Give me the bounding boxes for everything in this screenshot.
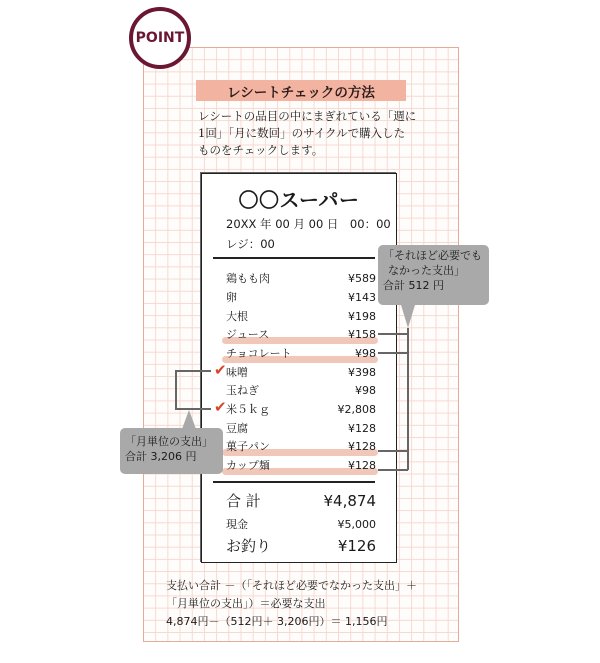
connector-line [175,370,211,372]
change-value: ¥126 [337,536,376,555]
item-name: ジュース [226,328,270,341]
point-stamp [129,7,191,69]
receipt-divider-top [213,257,375,259]
item-price: ¥128 [348,421,376,435]
item-name: カップ麺 [226,459,270,472]
connector-line [378,469,408,471]
change-label: お釣り [226,537,272,555]
change-row [226,535,376,556]
connector-line [378,333,408,335]
receipt-item-checked [214,361,376,381]
receipt-item-highlighted [226,456,376,474]
callout-tail [401,305,415,328]
callout-line: 合計 3,206 円 [125,450,197,463]
connector-line [378,352,408,354]
description-line: ものをチェックします。 [198,143,324,157]
formula-line: 「月単位の支出」）＝必要な支出 [166,597,326,610]
item-price: ¥128 [348,458,376,472]
item-name: 米５ｋｇ [226,403,270,416]
item-price: ¥158 [348,327,376,341]
callout-unnecessary-spending [378,245,489,305]
total-row [226,490,376,511]
receipt-item [226,288,376,306]
cash-value: ¥5,000 [337,517,376,531]
formula-line: 4,874円－（512円＋ 3,206円）＝ 1,156円 [166,615,388,628]
receipt-item [226,419,376,437]
connector-bracket [175,370,177,409]
receipt-item-highlighted [226,437,376,455]
checkmark-icon: ✔ [214,398,227,416]
register-number: レジ：00 [226,237,275,251]
callout-line: 合計 512 円 [383,279,444,292]
item-price: ¥98 [355,383,376,397]
receipt-item-checked [214,398,376,418]
item-price: ¥143 [348,290,376,304]
callout-line: 「それほど必要でも [383,249,482,262]
item-name: 味噌 [226,366,248,379]
total-value: ¥4,874 [323,491,376,510]
item-name: チョコレート [226,347,292,360]
item-price: ¥2,808 [337,402,376,416]
cash-row [226,516,376,532]
callout-tail [182,410,196,429]
total-label: 合 計 [226,492,261,510]
connector-bracket [407,328,409,470]
point-stamp-label: POINT [135,30,185,46]
receipt-divider-bottom [213,481,375,483]
item-price: ¥98 [355,346,376,360]
receipt-datetime: 20XX 年 00 月 00 日 00：00 [226,217,391,231]
section-title: レシートチェックの方法 [196,80,406,101]
callout-monthly-spending [120,428,223,474]
callout-line: なかった支出」 [388,264,465,277]
item-name: 大根 [226,310,248,323]
receipt-item-highlighted [226,325,376,343]
store-name: 〇〇スーパー [238,188,360,212]
item-price: ¥198 [348,309,376,323]
checkmark-icon: ✔ [214,361,227,379]
formula-line: 支払い合計 －（「それほど必要でなかった支出」＋ [166,579,417,592]
item-name: 菓子パン [226,440,270,453]
item-price: ¥589 [348,271,376,285]
item-price: ¥398 [348,365,376,379]
item-name: 玉ねぎ [226,384,259,397]
receipt-item-highlighted [226,344,376,362]
description-line: 1回」「月に数回」のサイクルで購入した [198,126,406,140]
cash-label: 現金 [226,518,248,531]
receipt-item [226,381,376,399]
description [198,108,428,159]
item-name: 鶏もも肉 [226,272,270,285]
formula [166,577,417,631]
connector-line [378,450,408,452]
receipt [201,173,397,563]
item-name: 卵 [226,291,237,304]
description-line: レシートの品目の中にまぎれている「週に [198,109,417,123]
item-name: 豆腐 [226,422,248,435]
receipt-item [226,307,376,325]
item-price: ¥128 [348,439,376,453]
receipt-item [226,269,376,287]
callout-line: 「月単位の支出」 [125,435,213,448]
